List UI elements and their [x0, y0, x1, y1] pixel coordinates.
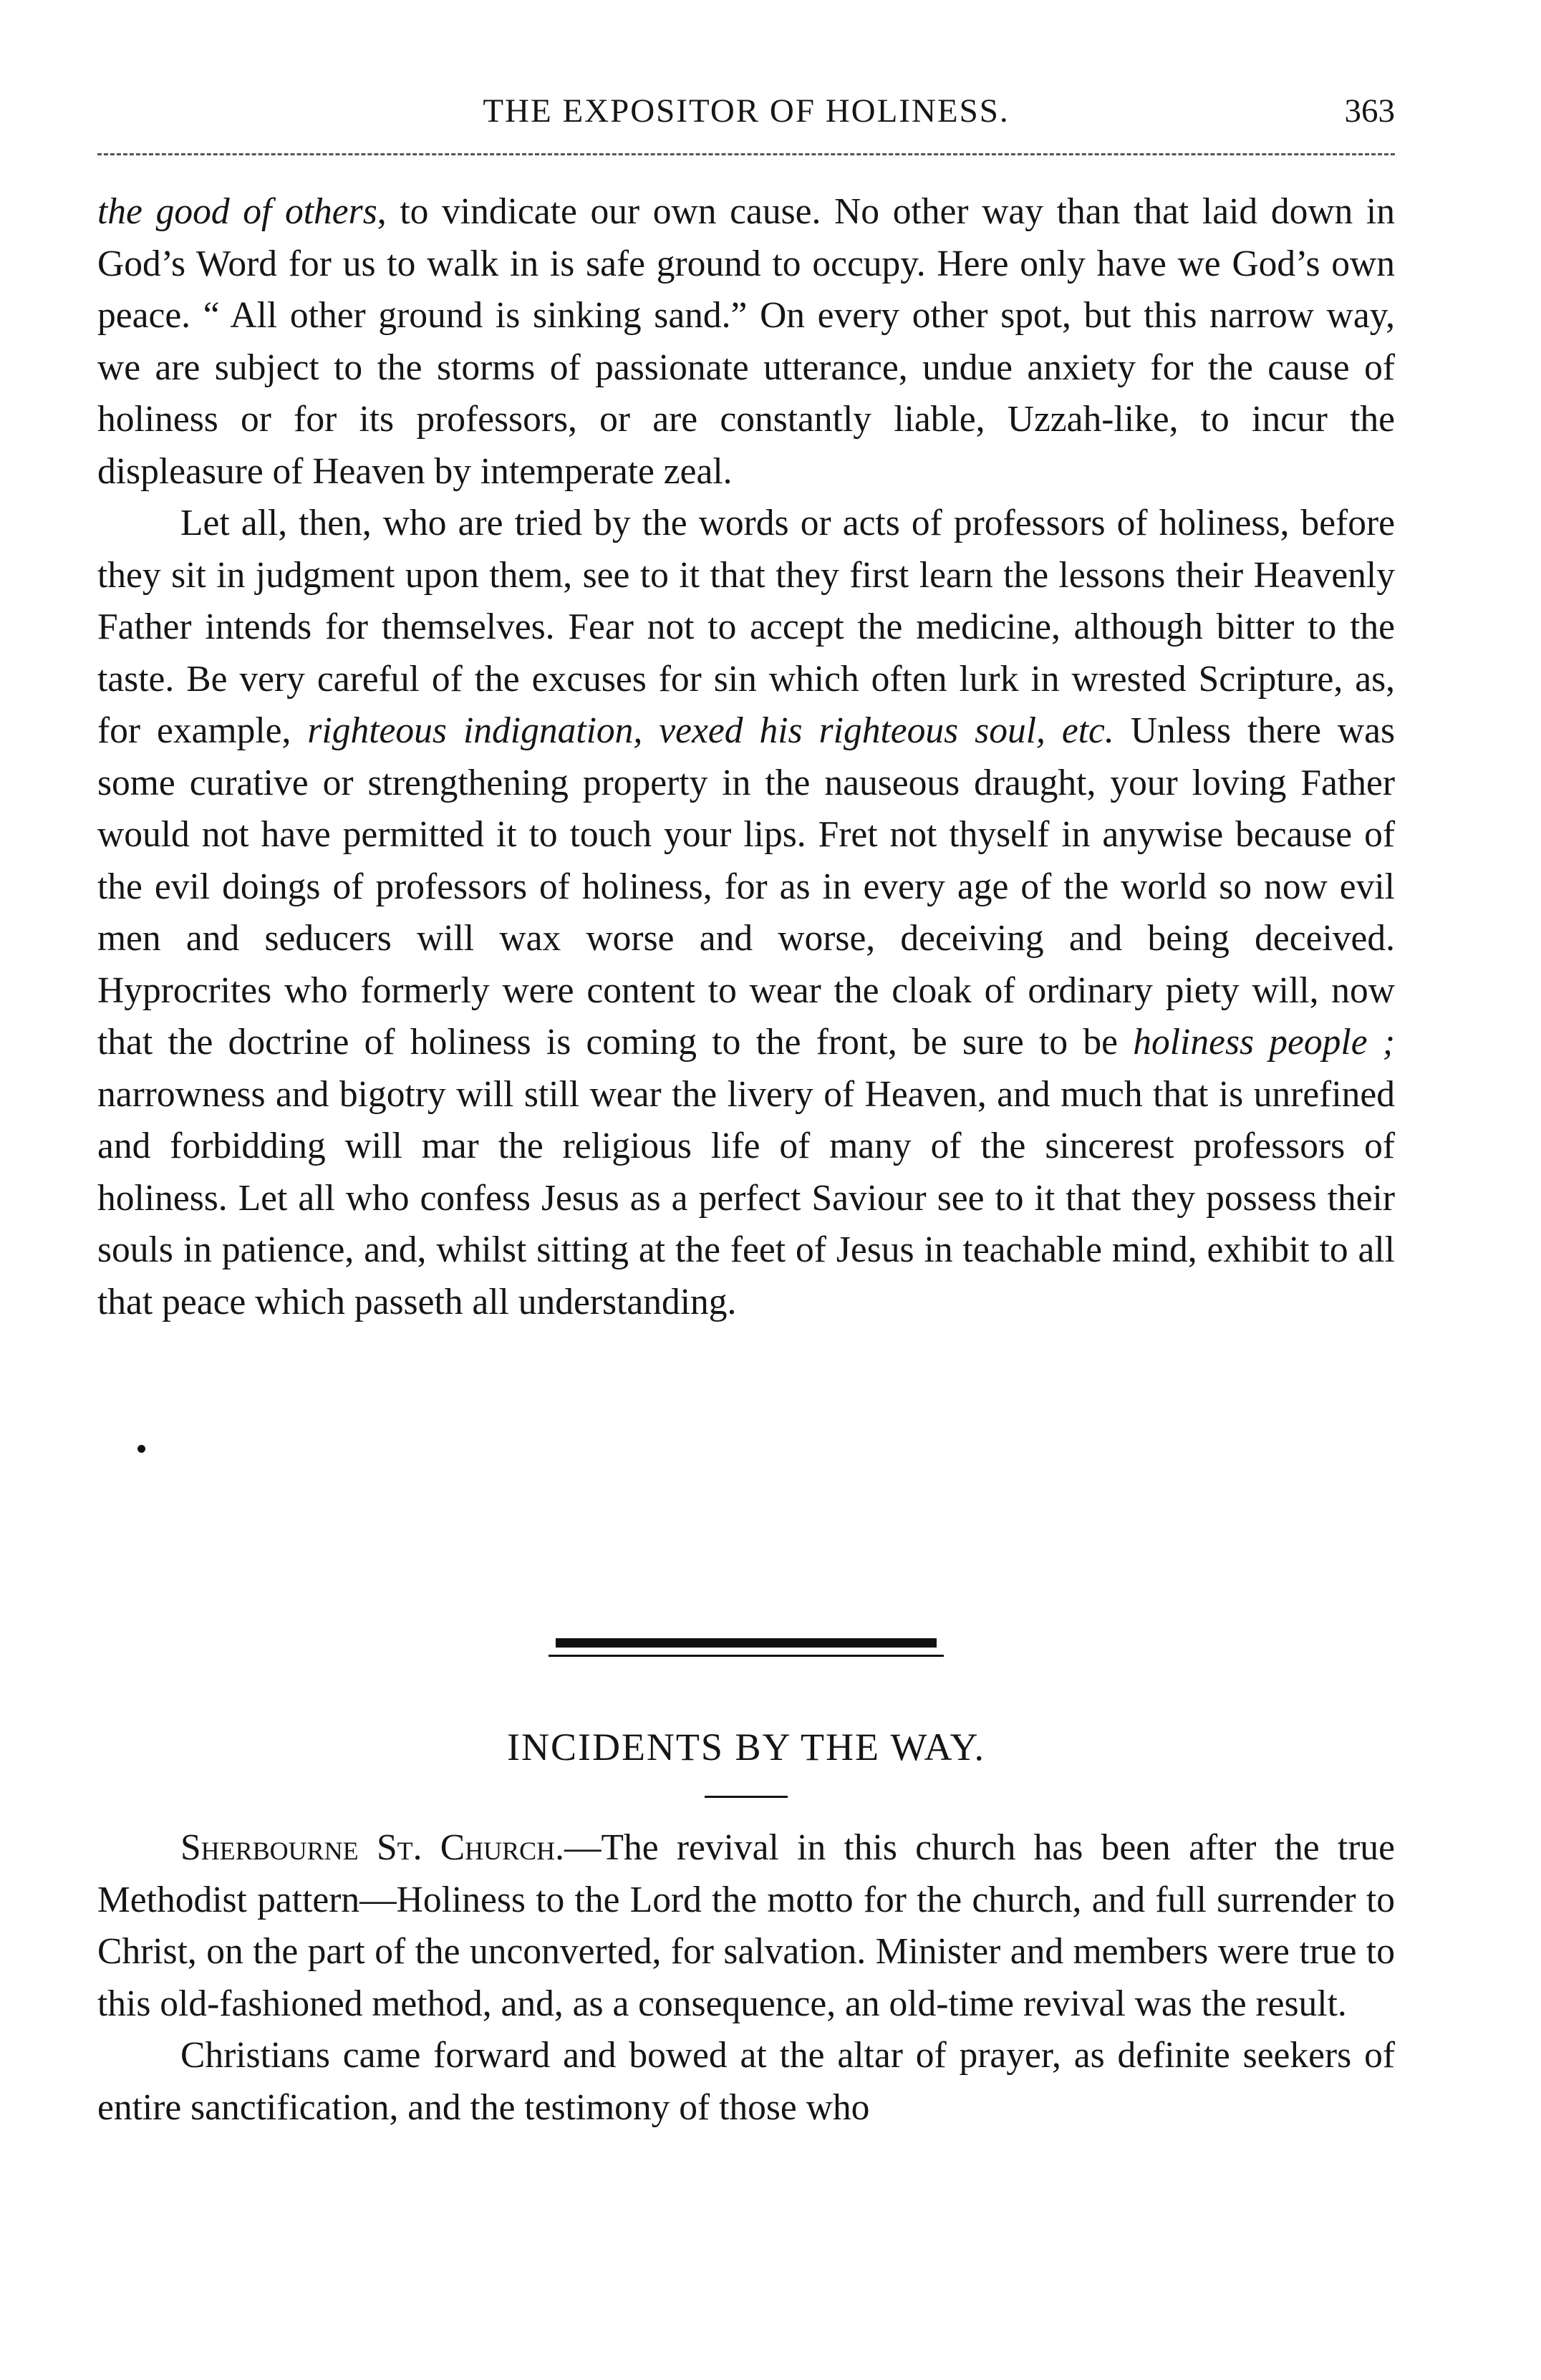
running-title: THE EXPOSITOR OF HOLINESS.: [483, 92, 1010, 130]
thin-rule: [549, 1655, 944, 1657]
paragraph-text: Christians came forward and bowed at the altar of prayer, as definite seekers of entire sanctification, and the testimony of those who: [97, 2035, 1395, 2128]
incidents-body: [97, 1822, 1395, 2134]
paragraph-text: Unless there was some curative or strengthening property in the nauseous draught, your loving Father would not have permitted it to touch your lips. Fret not thyself in anywise because of the evil doings of professors of holiness, for as in every age of the world so now evil men and seducers will wax worse and worse, deceiving and being deceived. Hyprocrites who formerly were content to wear the cloak of ordinary piety will, now that the doctrine of holiness is coming to the front, be sure to be: [97, 710, 1396, 1063]
margin-mark: [137, 1445, 145, 1453]
italic-phrase: the good of others: [97, 191, 377, 232]
lead-in: Sherbourne St. Church.: [180, 1827, 564, 1868]
paragraph-2: [97, 498, 1395, 1328]
section-title: INCIDENTS BY THE WAY.: [506, 1726, 986, 1769]
page: [97, 0, 1395, 2380]
header-rule: [97, 153, 1395, 155]
paragraph-3: [97, 1822, 1395, 2030]
running-head: [97, 86, 1395, 136]
italic-phrase: holiness people ;: [1133, 1022, 1396, 1063]
paragraph-1: [97, 186, 1395, 498]
title-rule: [705, 1796, 788, 1798]
thick-rule: [556, 1638, 937, 1648]
article-body: [97, 186, 1395, 1328]
section-divider: [549, 1638, 944, 1657]
paragraph-text: —The revival in this church has been after the true Methodist pattern—Holiness to the Lord the motto for the church, and full surrender to Christ, on the part of the unconverted, for salvation. Minister and members were true to this old-fashioned method, and, as a consequence, an old-time revival was the result.: [97, 1827, 1395, 2024]
paragraph-text: Let all, then, who are tried by the words or acts of professors of holiness, before they sit in judgment upon them, see to it that they first learn the lessons their Heavenly Father intends for themselves. Fear not to accept the medicine, although bitter to the taste. Be very careful of the excuses for sin which often lurk in wrested Scripture, as, for example,: [97, 503, 1395, 751]
paragraph-4: [97, 2030, 1395, 2134]
italic-phrase: righteous indignation, vexed his righteous soul, etc.: [307, 710, 1114, 751]
paragraph-text: , to vindicate our own cause. No other way than that laid down in God’s Word for us to walk in is safe ground to occupy. Here only have we God’s own peace. “ All other ground is sinking sand.” On every other spot, but this narrow way, we are subject to the storms of passionate utterance, undue anxiety for the cause of holiness or for its professors, or are constantly liable, Uzzah-like, to incur the displeasure of Heaven by intemperate zeal.: [97, 191, 1395, 492]
page-number: 363: [1344, 92, 1395, 130]
paragraph-text: narrowness and bigotry will still wear the livery of Heaven, and much that is unrefined and forbidding will mar the religious life of many of the sincerest professors of holiness. Let all who confess Jesus as a perfect Saviour see to it that they possess their souls in patience, and, whilst sitting at the feet of Jesus in teachable mind, exhibit to all that peace which passeth all understanding.: [97, 1073, 1395, 1322]
